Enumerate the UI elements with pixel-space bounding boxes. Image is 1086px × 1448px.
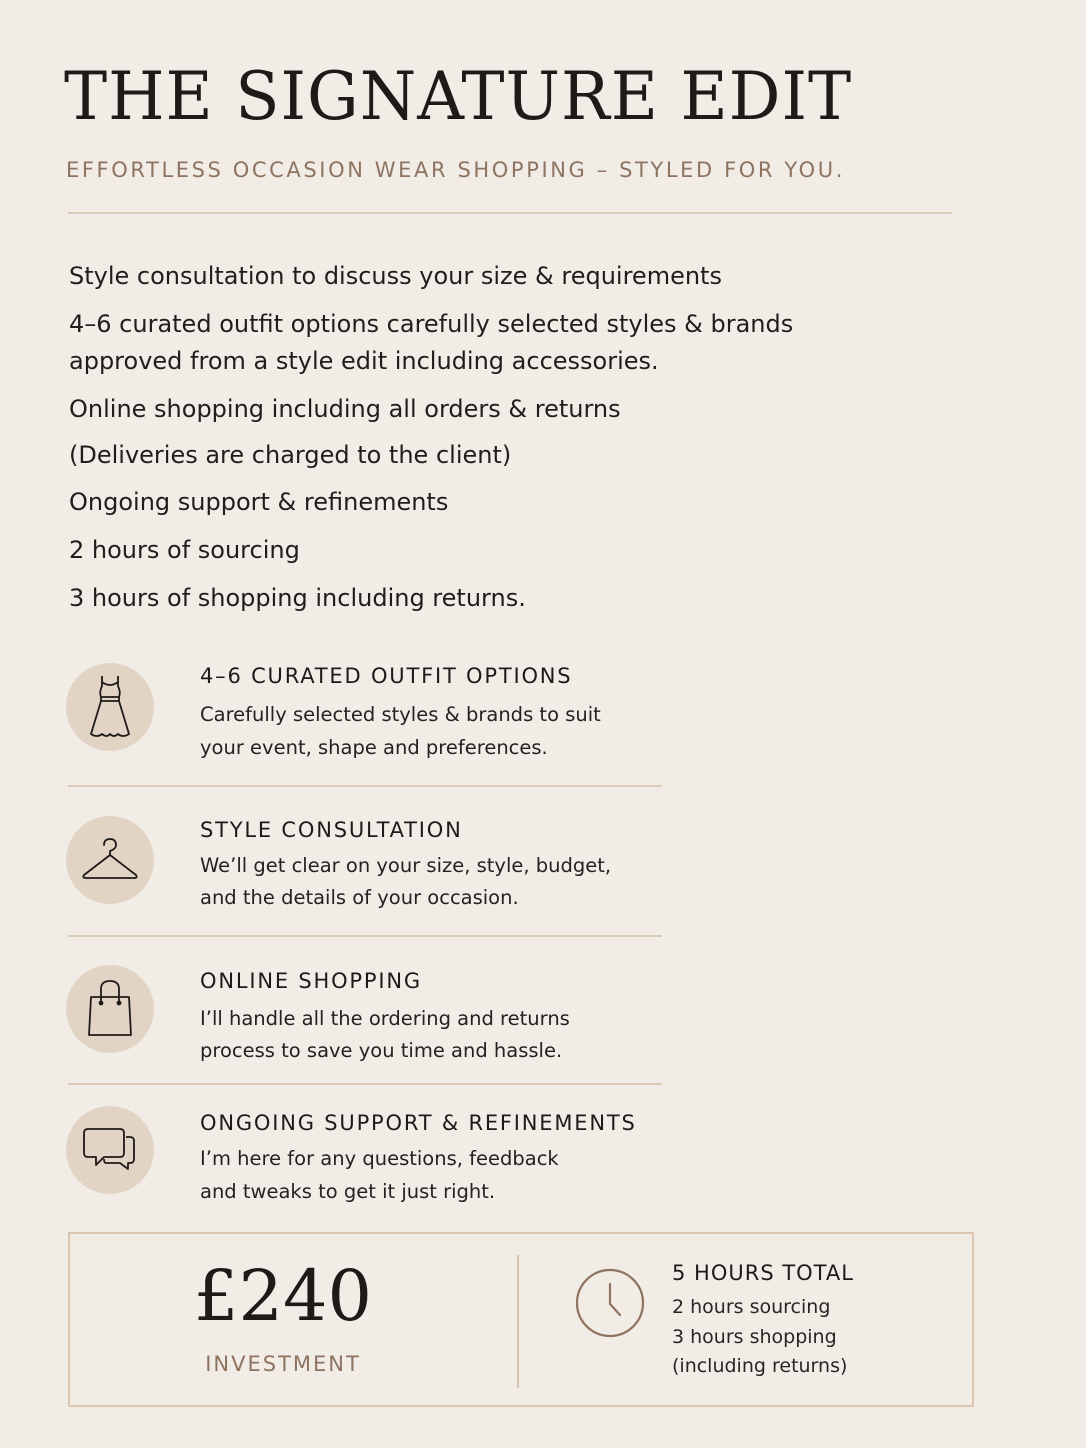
feature-desc-line: I’ll handle all the ordering and returns	[200, 1007, 570, 1030]
feature-title: 4–6 CURATED OUTFIT OPTIONS	[200, 664, 573, 688]
body-line: (Deliveries are charged to the client)	[69, 441, 512, 469]
summary-divider	[517, 1255, 519, 1388]
divider	[68, 212, 952, 214]
page-title: THE SIGNATURE EDIT	[64, 58, 853, 135]
feature-desc-line: your event, shape and preferences.	[200, 736, 548, 759]
feature-title: ONLINE SHOPPING	[200, 969, 422, 993]
body-line: Online shopping including all orders & returns	[69, 395, 621, 423]
feature-desc-line: Carefully selected styles & brands to suit	[200, 703, 601, 726]
feature-title: STYLE CONSULTATION	[200, 818, 463, 842]
clock-icon	[575, 1268, 645, 1342]
feature-title: ONGOING SUPPORT & REFINEMENTS	[200, 1111, 637, 1135]
body-line: 2 hours of sourcing	[69, 536, 300, 564]
price-label: INVESTMENT	[205, 1352, 361, 1376]
hanger-icon	[66, 816, 154, 904]
body-line: 4–6 curated outfit options carefully selected styles & brands	[69, 310, 794, 338]
body-line: approved from a style edit including accessories.	[69, 347, 659, 375]
subtitle: EFFORTLESS OCCASION WEAR SHOPPING – STYLED FOR YOU.	[66, 158, 846, 182]
feature-desc-line: We’ll get clear on your size, style, budget,	[200, 854, 612, 877]
body-line: Style consultation to discuss your size & requirements	[69, 262, 722, 290]
divider	[68, 935, 662, 937]
chat-bubbles-icon	[66, 1106, 154, 1194]
dress-icon	[66, 663, 154, 751]
hours-line: (including returns)	[672, 1355, 848, 1377]
divider	[68, 1083, 662, 1085]
hours-line: 2 hours sourcing	[672, 1296, 831, 1318]
feature-desc-line: and the details of your occasion.	[200, 886, 519, 909]
feature-desc-line: I’m here for any questions, feedback	[200, 1147, 559, 1170]
price: £240	[193, 1255, 373, 1337]
hours-title: 5 HOURS TOTAL	[672, 1261, 854, 1285]
feature-desc-line: and tweaks to get it just right.	[200, 1180, 496, 1203]
body-line: 3 hours of shopping including returns.	[69, 584, 526, 612]
shopping-bag-icon	[66, 965, 154, 1053]
divider	[68, 785, 662, 787]
feature-desc-line: process to save you time and hassle.	[200, 1039, 563, 1062]
hours-line: 3 hours shopping	[672, 1326, 837, 1348]
body-line: Ongoing support & refinements	[69, 488, 449, 516]
